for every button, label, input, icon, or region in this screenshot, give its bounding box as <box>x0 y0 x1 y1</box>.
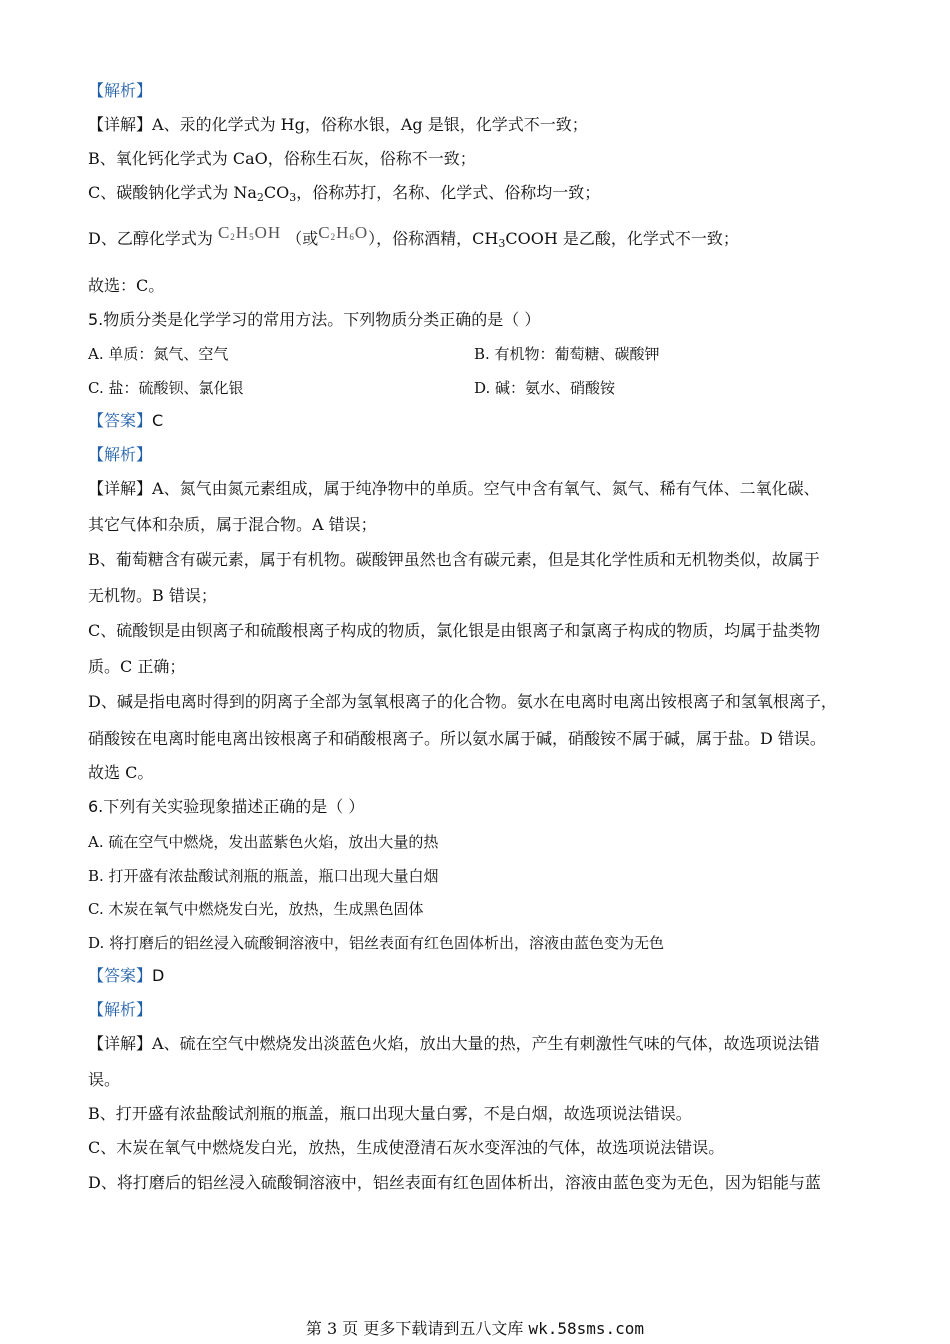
conclusion: 故选 C。 <box>88 763 154 782</box>
page-footer <box>0 1316 950 1339</box>
analysis-heading: 【解析】 <box>88 81 153 100</box>
subscript: 3 <box>289 191 297 204</box>
answer-value: C <box>152 411 164 430</box>
detail-text: ），俗称酒精，CH <box>368 229 499 248</box>
option-b: B. 有机物：葡萄糖、碳酸钾 <box>474 345 660 363</box>
subscript: 3 <box>498 237 506 250</box>
detail-text: （或 <box>286 229 319 248</box>
option-b: B. 打开盛有浓盐酸试剂瓶的瓶盖，瓶口出现大量白烟 <box>88 867 439 885</box>
detail-line: C、木炭在氧气中燃烧发白光，放热，生成使澄清石灰水变浑浊的气体，故选项说法错误。 <box>88 1138 725 1157</box>
detail-line: B、氧化钙化学式为 CaO，俗称生石灰，俗称不一致； <box>88 149 476 168</box>
option-d: D. 碱：氨水、硝酸铵 <box>474 379 616 397</box>
detail-text: ，俗称苏打，名称、化学式、俗称均一致； <box>296 183 601 202</box>
detail-text: A、氮气由氮元素组成，属于纯净物中的单质。空气中含有氧气、氮气、稀有气体、二氧化碳、 <box>152 479 820 498</box>
answer-heading: 【答案】 <box>88 411 153 430</box>
detail-line: D、将打磨后的铝丝浸入硫酸铜溶液中，铝丝表面有红色固体析出，溶液由蓝色变为无色，因为铝能与蓝 <box>88 1173 821 1192</box>
detail-text: D、乙醇化学式为 <box>88 229 213 248</box>
detail-line <box>88 479 820 499</box>
option-a: A. 单质：氮气、空气 <box>88 345 229 363</box>
detail-line: B、打开盛有浓盐酸试剂瓶的瓶盖，瓶口出现大量白雾，不是白烟，故选项说法错误。 <box>88 1104 692 1123</box>
detail-line: 其它气体和杂质，属于混合物。A 错误； <box>88 515 377 534</box>
detail-line <box>88 115 588 135</box>
analysis-heading: 【解析】 <box>88 1000 153 1019</box>
conclusion: 故选：C。 <box>88 276 165 295</box>
detail-text: A、硫在空气中燃烧发出淡蓝色火焰，放出大量的热，产生有刺激性气味的气体，故选项说法错 <box>152 1034 820 1053</box>
detail-line: C、硫酸钡是由钡离子和硫酸根离子构成的物质，氯化银是由银离子和氯离子构成的物质，均属于盐类物 <box>88 621 821 640</box>
answer-line <box>88 966 164 986</box>
formula-ethanol: $C_2H_5OH$ <box>217 223 282 242</box>
question-stem: 5.物质分类是化学学习的常用方法。下列物质分类正确的是（ ） <box>88 310 541 329</box>
formula-ethanol-alt: $C_2H_6O$ <box>318 223 369 242</box>
detail-heading: 【详解】 <box>88 479 153 498</box>
option-d: D. 将打磨后的铝丝浸入硫酸铜溶液中，铝丝表面有红色固体析出，溶液由蓝色变为无色 <box>88 934 665 952</box>
option-c: C. 木炭在氧气中燃烧发白光，放热，生成黑色固体 <box>88 900 424 918</box>
detail-line: B、葡萄糖含有碳元素，属于有机物。碳酸钾虽然也含有碳元素，但是其化学性质和无机物类似，故属于 <box>88 550 820 569</box>
detail-text: C、碳酸钠化学式为 Na <box>88 183 257 202</box>
detail-line: 无机物。B 错误； <box>88 586 217 605</box>
detail-text: COOH 是乙酸，化学式不一致； <box>505 229 739 248</box>
page-number: 第 3 页 更多下载请到五八文库 <box>305 1319 524 1338</box>
detail-heading: 【详解】 <box>88 1034 153 1053</box>
answer-value: D <box>152 966 165 985</box>
answer-heading: 【答案】 <box>88 966 153 985</box>
subscript: 2 <box>256 191 264 204</box>
answer-line <box>88 411 163 431</box>
detail-heading: 【详解】 <box>88 115 153 134</box>
detail-line <box>88 223 739 254</box>
detail-line: 硝酸铵在电离时能电离出铵根离子和硝酸根离子。所以氨水属于碱，硝酸铵不属于碱，属于盐。D 错误。 <box>88 729 826 748</box>
question-stem: 6.下列有关实验现象描述正确的是（ ） <box>88 797 365 816</box>
detail-text: A、汞的化学式为 Hg，俗称水银，Ag 是银，化学式不一致； <box>152 115 588 134</box>
detail-text: CO <box>263 183 290 202</box>
option-a: A. 硫在空气中燃烧，发出蓝紫色火焰，放出大量的热 <box>88 833 439 851</box>
detail-line: D、碱是指电离时得到的阴离子全部为氢氧根离子的化合物。氨水在电离时电离出铵根离子和氢氧根离子， <box>88 692 837 711</box>
detail-line <box>88 1034 820 1054</box>
analysis-heading: 【解析】 <box>88 445 153 464</box>
footer-link[interactable]: wk.58sms.com <box>528 1319 645 1338</box>
detail-line: 质。C 正确； <box>88 657 186 676</box>
option-c: C. 盐：硫酸钡、氯化银 <box>88 379 244 397</box>
detail-line <box>88 183 600 208</box>
detail-line: 误。 <box>88 1070 121 1089</box>
